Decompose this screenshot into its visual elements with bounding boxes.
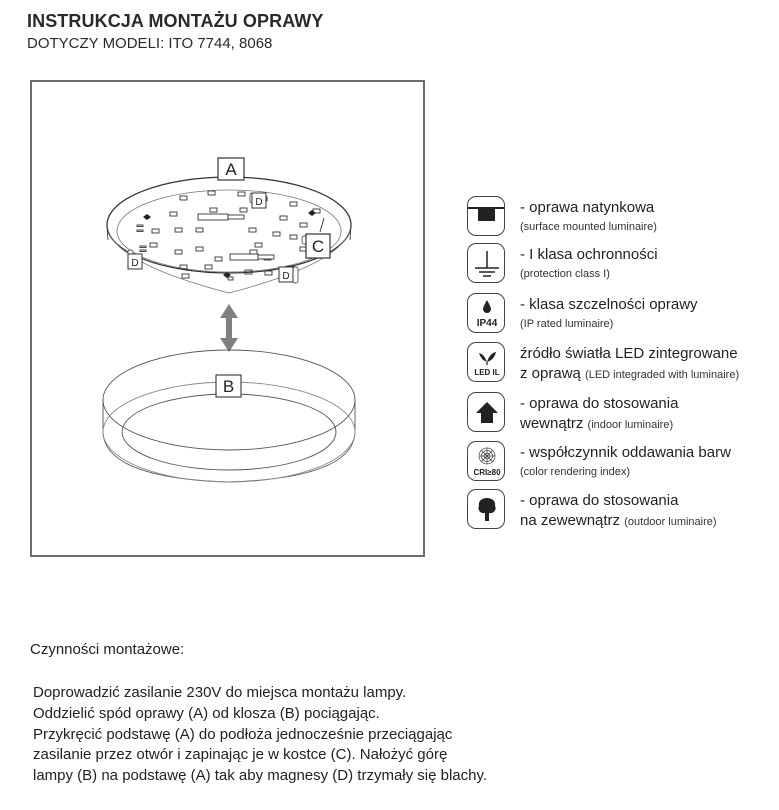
page-title: INSTRUKCJA MONTAŻU OPRAWY xyxy=(27,11,324,31)
cover-b xyxy=(103,350,355,482)
surface-mounted-icon xyxy=(467,196,505,236)
instruction-line: lampy (B) na podstawę (A) tak aby magnesy (D) trzymały się blachy. xyxy=(33,767,488,785)
instructions-heading: Czynności montażowe: xyxy=(30,641,185,658)
svg-text:LED IL: LED IL xyxy=(474,368,500,377)
svg-text:D: D xyxy=(255,197,263,208)
assembly-diagram xyxy=(32,82,425,557)
legend-label: źródło światła LED zintegrowane xyxy=(520,345,738,362)
legend-item-outdoor xyxy=(467,489,777,531)
leaf-icon xyxy=(467,342,505,382)
instruction-line: zasilanie przez otwór i zapinając je w kostce (C). Nałożyć górę xyxy=(33,746,448,764)
legend-label: - oprawa do stosowania xyxy=(520,395,679,412)
page-subtitle: DOTYCZY MODELI: ITO 7744, 8068 xyxy=(27,35,273,52)
legend-label-line2: na zewewnątrz xyxy=(520,512,621,529)
legend-label: - oprawa natynkowa xyxy=(520,199,655,216)
legend-sublabel: (color rendering index) xyxy=(520,466,631,478)
assembly-diagram-frame xyxy=(30,80,425,557)
legend-label-line2: wewnątrz xyxy=(520,415,584,432)
legend-sublabel: (indoor luminaire) xyxy=(587,419,674,431)
water-drop-icon xyxy=(467,293,505,333)
legend-item-cri xyxy=(467,441,777,483)
legend-sublabel: (surface mounted luminaire) xyxy=(520,221,657,233)
svg-text:D: D xyxy=(282,271,290,282)
color-wheel-icon xyxy=(467,441,505,481)
tree-icon xyxy=(467,489,505,529)
legend-item-ip-rating xyxy=(467,293,777,335)
legend-sublabel: (outdoor luminaire) xyxy=(624,516,717,528)
legend-sublabel: (protection class I) xyxy=(520,268,610,280)
legend-sublabel: (IP rated luminaire) xyxy=(520,318,614,330)
label-a xyxy=(218,158,244,180)
svg-text:CRI≥80: CRI≥80 xyxy=(473,468,501,477)
label-d-top xyxy=(252,193,266,208)
label-c xyxy=(306,218,330,258)
svg-text:IP44: IP44 xyxy=(476,318,498,329)
legend-item-indoor xyxy=(467,392,777,434)
instruction-line: Przykręcić podstawę (A) do podłoża jednocześnie przeciągając xyxy=(33,725,453,743)
svg-text:B: B xyxy=(222,377,235,396)
legend-label: - oprawa do stosowania xyxy=(520,492,679,509)
legend-item-protection-class xyxy=(467,243,777,285)
legend-sublabel: (LED integraded with luminaire) xyxy=(585,369,740,381)
instruction-line: Oddzielić spód oprawy (A) od klosza (B) pociągając. xyxy=(33,704,380,722)
instructions-text xyxy=(33,683,487,787)
instruction-line: Doprowadzić zasilanie 230V do miejsca montażu lampy. xyxy=(33,684,407,701)
legend-label: - I klasa ochronności xyxy=(520,246,658,263)
label-b xyxy=(216,375,241,397)
svg-text:D: D xyxy=(131,258,139,269)
led-drivers xyxy=(198,214,274,260)
label-d-left xyxy=(128,254,142,269)
ground-icon xyxy=(467,243,505,283)
legend-label-line2: z oprawą xyxy=(520,365,581,382)
svg-text:C: C xyxy=(311,237,325,256)
label-d-right xyxy=(279,267,293,282)
legend-item-surface-mounted xyxy=(467,196,777,238)
house-arrow-icon xyxy=(467,392,505,432)
legend-item-led-integrated xyxy=(467,342,777,384)
legend-label: - współczynnik oddawania barw xyxy=(520,444,731,461)
separation-arrow xyxy=(220,304,238,352)
svg-text:A: A xyxy=(225,160,237,179)
legend-label: - klasa szczelności oprawy xyxy=(520,296,698,313)
